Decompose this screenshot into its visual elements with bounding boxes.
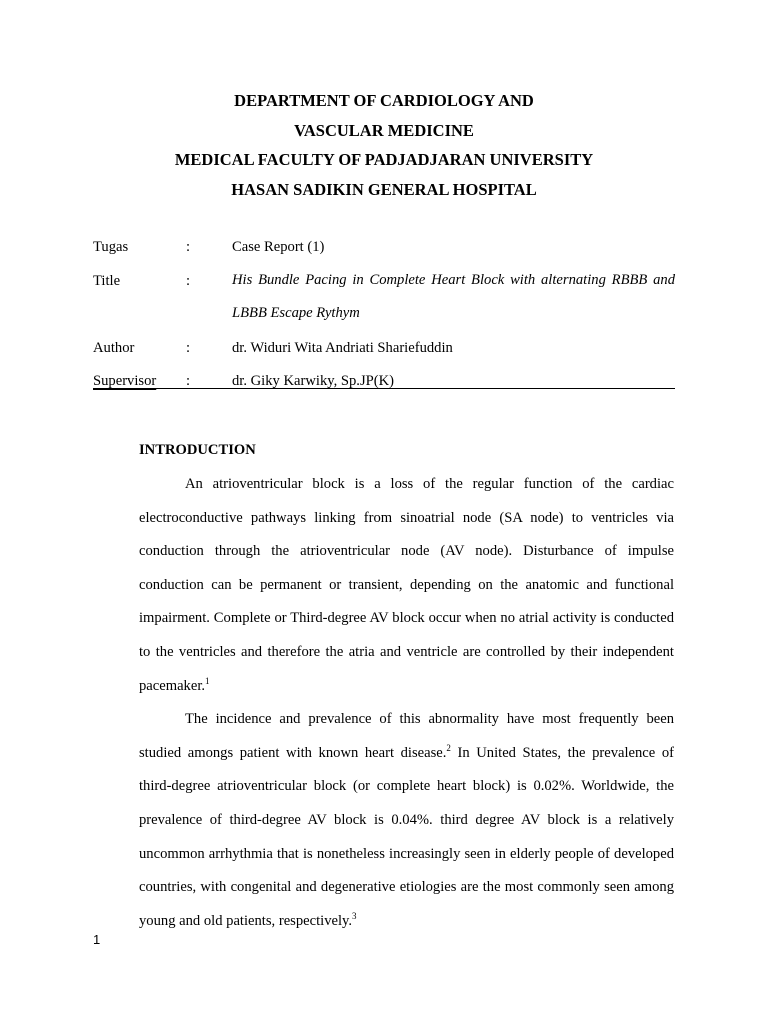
- paragraph-1: [139, 468, 674, 703]
- meta-row-author: [93, 337, 675, 371]
- header-line-faculty: MEDICAL FACULTY OF PADJADJARAN UNIVERSITY: [174, 150, 594, 169]
- introduction-body: [139, 468, 674, 938]
- tugas-value: Case Report (1): [232, 239, 325, 255]
- supervisor-separator: :: [186, 373, 191, 389]
- header-line-vascular: VASCULAR MEDICINE: [294, 120, 474, 140]
- author-label: Author: [93, 339, 135, 356]
- report-metadata: [93, 236, 675, 404]
- meta-row-title: [93, 270, 675, 337]
- reference-2: 2: [446, 742, 451, 753]
- paragraph-1-text: An atrioventricular block is a loss of the regular function of the cardiac electroconductive pathways linking from sinoatrial node (SA node) to ventricles via conduction through the atrioventricular node (AV node). Disturbance of impulse conduction can be permanent or transient, depending on the anatomic and functional impairment. Complete or Third-degree AV block occur when no atrial activity is conducted to the ventricles and therefore the atria and ventricle are controlled by their independent pacemaker.: [139, 476, 674, 694]
- paragraph-2: [139, 703, 674, 938]
- document-header: [0, 86, 768, 204]
- header-line-department: DEPARTMENT OF CARDIOLOGY AND: [234, 91, 534, 110]
- title-label: Title: [93, 272, 121, 289]
- paragraph-2-text-a: The incidence and prevalence of this abnormality have most frequently been studied amongs patient with known heart disease.: [139, 711, 674, 761]
- header-divider-line: [93, 388, 675, 389]
- paragraph-2-text-b: In United States, the prevalence of third-degree atrioventricular block (or complete heart block) is 0.02%. Worldwide, the prevalence of third-degree AV block is 0.04%. third degree AV block is a relatively uncommon arrhythmia that is nonetheless increasingly seen in elderly people of developed countries, with congenital and degenerative etiologies are the most commonly seen among young and old patients, respectively.: [139, 744, 674, 929]
- title-separator: :: [186, 272, 191, 289]
- title-value: His Bundle Pacing in Complete Heart Block with alternating RBBB and LBBB Escape Rythym: [232, 271, 675, 321]
- tugas-label: Tugas: [93, 239, 129, 255]
- page-number: 1: [93, 932, 101, 947]
- supervisor-value: dr. Giky Karwiky, Sp.JP(K): [232, 373, 395, 389]
- reference-3: 3: [352, 910, 357, 921]
- reference-1: 1: [205, 675, 210, 686]
- author-separator: :: [186, 339, 191, 356]
- meta-row-supervisor: [93, 370, 675, 404]
- author-value: dr. Widuri Wita Andriati Shariefuddin: [232, 339, 453, 356]
- section-heading-introduction: INTRODUCTION: [139, 442, 256, 458]
- tugas-separator: :: [186, 239, 191, 255]
- supervisor-label: Supervisor: [93, 373, 157, 389]
- header-line-hospital: HASAN SADIKIN GENERAL HOSPITAL: [231, 179, 537, 199]
